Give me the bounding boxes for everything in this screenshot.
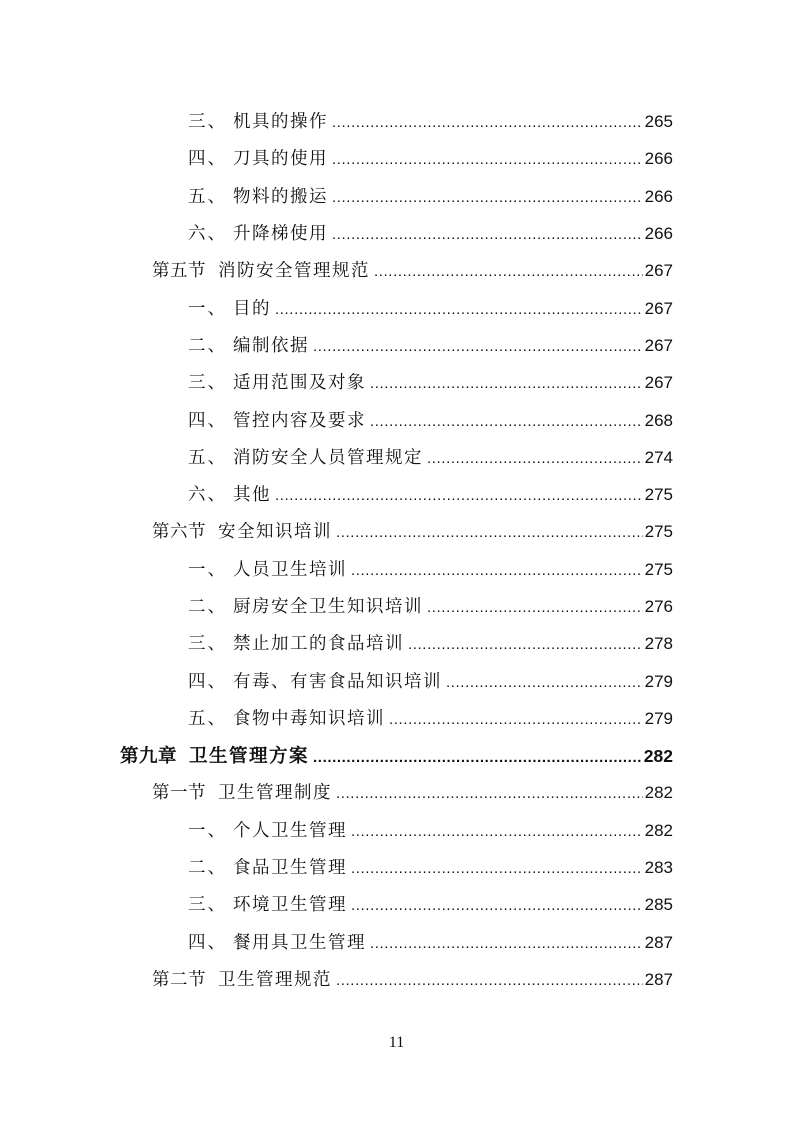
toc-entry-line	[188, 854, 673, 879]
toc-entry-page: 276	[644, 597, 673, 616]
toc-entry-page: 275	[644, 522, 673, 542]
toc-item-entry[interactable]	[0, 699, 793, 736]
toc-entry-page: 287	[644, 969, 673, 989]
toc-entry-number: 三、	[188, 112, 227, 133]
toc-dot-leader	[332, 151, 643, 168]
toc-entry-page: 267	[644, 298, 673, 318]
toc-entry-number: 四、	[188, 932, 227, 953]
toc-section-entry[interactable]	[0, 960, 793, 997]
toc-entry-line	[188, 630, 673, 655]
toc-section-entry[interactable]	[0, 512, 793, 549]
toc-entry-title: 目的	[233, 298, 271, 319]
toc-entry-line	[188, 668, 673, 693]
toc-entry-page: 267	[644, 261, 673, 281]
toc-dot-leader	[370, 413, 643, 430]
toc-entry-number: 二、	[188, 597, 227, 617]
toc-entry-line	[188, 145, 673, 170]
toc-entry-title: 厨房安全卫生知识培训	[233, 597, 423, 617]
toc-entry-number: 六、	[188, 224, 227, 245]
toc-entry-title: 有毒、有害食品知识培训	[233, 671, 442, 692]
toc-dot-leader	[427, 599, 643, 616]
toc-entry-number: 四、	[188, 410, 227, 431]
toc-entry-title: 餐用具卫生管理	[233, 932, 366, 953]
toc-entry-number: 一、	[188, 820, 227, 841]
toc-dot-leader	[336, 785, 643, 802]
toc-entry-title: 安全知识培训	[218, 522, 332, 543]
toc-entry-number: 四、	[188, 149, 227, 170]
toc-entry-line	[188, 556, 673, 581]
toc-entry-line	[188, 407, 673, 432]
toc-entry-page: 285	[644, 895, 673, 915]
toc-item-entry[interactable]	[0, 438, 793, 475]
toc-item-entry[interactable]	[0, 624, 793, 661]
toc-entry-number: 二、	[188, 335, 227, 356]
toc-entry-line	[188, 593, 673, 618]
toc-entry-number: 第五节	[152, 261, 206, 282]
toc-item-entry[interactable]	[0, 139, 793, 176]
toc-dot-leader	[374, 263, 643, 280]
toc-item-entry[interactable]	[0, 326, 793, 363]
toc-item-entry[interactable]	[0, 923, 793, 960]
toc-item-entry[interactable]	[0, 177, 793, 214]
toc-entry-number: 第九章	[120, 745, 178, 767]
toc-dot-leader	[370, 935, 643, 952]
toc-dot-leader	[446, 674, 643, 691]
toc-entry-title: 环境卫生管理	[233, 895, 347, 916]
toc-dot-leader	[336, 972, 643, 989]
toc-entry-line	[152, 966, 673, 991]
toc-entry-line	[188, 444, 673, 469]
toc-item-entry[interactable]	[0, 550, 793, 587]
toc-entry-line	[188, 295, 673, 320]
toc-entry-title: 其他	[233, 485, 271, 506]
toc-item-entry[interactable]	[0, 848, 793, 885]
toc-entry-page: 275	[644, 559, 673, 579]
toc-item-entry[interactable]	[0, 400, 793, 437]
toc-entry-line	[188, 891, 673, 916]
toc-entry-page: 283	[644, 858, 673, 878]
toc-item-entry[interactable]	[0, 661, 793, 698]
toc-dot-leader	[332, 189, 643, 206]
toc-entry-title: 消防安全人员管理规定	[233, 447, 423, 468]
toc-entry-number: 第二节	[152, 969, 206, 990]
toc-entry-page: 266	[644, 186, 673, 206]
toc-entry-line	[188, 183, 673, 208]
toc-entry-number: 二、	[188, 858, 227, 879]
toc-item-entry[interactable]	[0, 214, 793, 251]
page-number: 11	[388, 1034, 405, 1051]
toc-entry-line	[188, 369, 673, 394]
toc-entry-title: 管控内容及要求	[233, 410, 366, 431]
toc-dot-leader	[389, 711, 643, 728]
toc-entry-page: 266	[644, 224, 673, 244]
toc-entry-number: 三、	[188, 373, 227, 394]
toc-entry-page: 279	[644, 708, 673, 728]
toc-entry-line	[188, 929, 673, 954]
toc-dot-leader	[351, 897, 643, 914]
toc-entry-title: 食品卫生管理	[233, 858, 347, 879]
toc-dot-leader	[275, 301, 643, 318]
toc-entry-number: 一、	[188, 298, 227, 319]
toc-entry-title: 刀具的使用	[233, 149, 328, 170]
toc-entry-page: 275	[644, 485, 673, 505]
toc-entry-title: 机具的操作	[233, 112, 328, 133]
toc-dot-leader	[336, 524, 643, 541]
toc-item-entry[interactable]	[0, 811, 793, 848]
toc-entry-line	[188, 817, 673, 842]
toc-entry-number: 六、	[188, 485, 227, 506]
toc-entry-number: 一、	[188, 559, 227, 580]
toc-entry-number: 三、	[188, 634, 227, 655]
toc-entry-title: 卫生管理制度	[218, 783, 332, 804]
toc-section-entry[interactable]	[0, 251, 793, 288]
toc-entry-page: 287	[644, 932, 673, 952]
toc-entry-line	[152, 518, 673, 543]
toc-entry-page: 278	[644, 634, 673, 654]
toc-entry-title: 消防安全管理规范	[218, 261, 370, 282]
toc-entry-line	[188, 705, 673, 730]
toc-entry-page: 267	[644, 373, 673, 393]
toc-entry-title: 食物中毒知识培训	[233, 708, 385, 729]
toc-entry-number: 五、	[188, 186, 227, 207]
toc-entry-page: 267	[644, 335, 673, 355]
toc-entry-page: 266	[644, 149, 673, 169]
toc-dot-leader	[332, 226, 643, 243]
toc-dot-leader	[408, 636, 643, 653]
toc-entry-page: 279	[644, 671, 673, 691]
toc-dot-leader	[313, 338, 643, 355]
toc-entry-title: 禁止加工的食品培训	[233, 634, 404, 655]
toc-entry-title: 人员卫生培训	[233, 559, 347, 580]
toc-entry-line	[188, 332, 673, 357]
toc-item-entry[interactable]	[0, 102, 793, 139]
toc-entry-page: 282	[644, 783, 673, 803]
toc-item-entry[interactable]	[0, 475, 793, 512]
toc-entry-line	[188, 108, 673, 133]
toc-item-entry[interactable]	[0, 363, 793, 400]
toc-entry-page: 265	[644, 112, 673, 132]
toc-dot-leader	[370, 375, 643, 392]
toc-entry-page: 274	[644, 447, 673, 467]
toc-entry-number: 五、	[188, 447, 227, 468]
toc-entry-page: 282	[643, 745, 673, 766]
toc-section-entry[interactable]	[0, 773, 793, 810]
toc-dot-leader	[332, 114, 643, 131]
toc-entry-title: 编制依据	[233, 335, 309, 356]
toc-entry-page: 282	[644, 820, 673, 840]
toc-entry-line	[120, 742, 673, 768]
toc-dot-leader	[427, 450, 643, 467]
toc-chapter-entry[interactable]	[0, 736, 793, 773]
toc-entry-number: 三、	[188, 895, 227, 916]
toc-item-entry[interactable]	[0, 587, 793, 624]
toc-entry-line	[152, 257, 673, 282]
toc-entry-number: 第六节	[152, 522, 206, 543]
toc-entry-line	[188, 481, 673, 506]
toc-entry-title: 卫生管理方案	[189, 745, 310, 767]
toc-item-entry[interactable]	[0, 885, 793, 922]
toc-entry-title: 卫生管理规范	[218, 969, 332, 990]
table-of-contents	[0, 102, 793, 997]
toc-entry-line	[152, 779, 673, 804]
toc-dot-leader	[351, 823, 643, 840]
toc-entry-page: 268	[644, 410, 673, 430]
toc-dot-leader	[313, 749, 642, 766]
toc-entry-number: 第一节	[152, 783, 206, 804]
toc-entry-line	[188, 220, 673, 245]
toc-entry-title: 个人卫生管理	[233, 820, 347, 841]
toc-dot-leader	[351, 860, 643, 877]
toc-entry-title: 适用范围及对象	[233, 373, 366, 394]
toc-item-entry[interactable]	[0, 288, 793, 325]
toc-entry-title: 物料的搬运	[233, 186, 328, 207]
toc-entry-number: 五、	[188, 708, 227, 729]
toc-entry-title: 升降梯使用	[233, 224, 328, 245]
toc-entry-number: 四、	[188, 671, 227, 692]
toc-dot-leader	[351, 562, 643, 579]
toc-dot-leader	[275, 487, 643, 504]
